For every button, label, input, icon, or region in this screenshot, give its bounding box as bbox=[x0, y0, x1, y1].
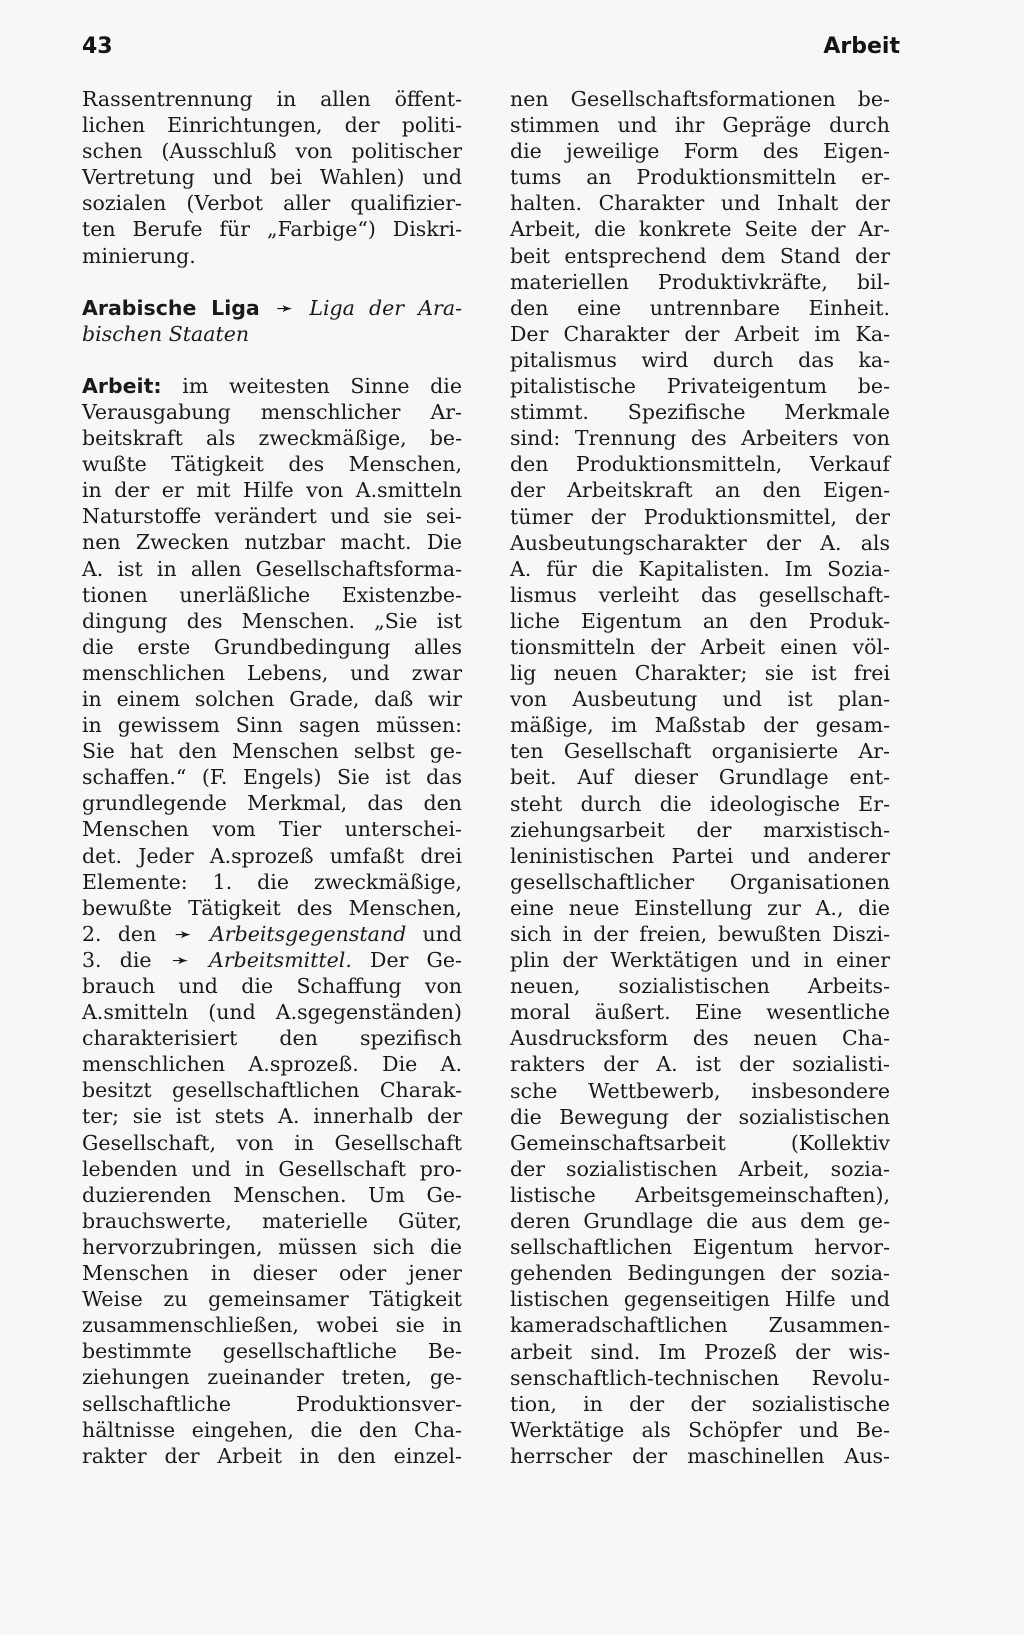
text-line bbox=[82, 582, 462, 608]
line-text: halten. Charakter und Inhalt der bbox=[510, 191, 890, 216]
line-text: Der Charakter der Arbeit im Ka- bbox=[510, 321, 890, 346]
line-text: steht durch die ideologische Er- bbox=[510, 791, 890, 816]
text-line bbox=[82, 1234, 462, 1260]
text-line bbox=[82, 295, 462, 321]
text-line bbox=[510, 216, 890, 242]
line-text: Sie hat den Menschen selbst ge- bbox=[82, 739, 462, 764]
text-line bbox=[82, 164, 462, 190]
line-text: Weise zu gemeinsamer Tätigkeit bbox=[82, 1287, 462, 1312]
text-line bbox=[82, 790, 462, 816]
line-text: ten Berufe für „Farbige“) Diskri- bbox=[82, 217, 462, 242]
text-line bbox=[510, 1365, 890, 1391]
text-line bbox=[510, 1286, 890, 1312]
text-line bbox=[510, 817, 890, 843]
line-text: sche Wettbewerb, insbesondere bbox=[510, 1078, 890, 1103]
line-text: ten Gesellschaft organisierte Ar- bbox=[510, 739, 890, 764]
line-text: von Ausbeutung und ist plan- bbox=[510, 687, 890, 712]
line-text: lismus verleiht das gesellschaft- bbox=[510, 582, 890, 607]
line-text: tionen unerläßliche Existenzbe- bbox=[82, 582, 462, 607]
text-line bbox=[510, 477, 890, 503]
line-text: in gewissem Sinn sagen müssen: bbox=[82, 713, 462, 738]
line-text: die Bewegung der sozialistischen bbox=[510, 1104, 890, 1129]
text-line bbox=[82, 1391, 462, 1417]
text-line bbox=[82, 1443, 462, 1469]
cross-reference-arrow-icon: ➛ bbox=[171, 947, 189, 972]
line-text: A.smitteln (und A.sgegenständen) bbox=[82, 1000, 462, 1025]
text-line bbox=[510, 999, 890, 1025]
line-text: plin der Werktätigen und in einer bbox=[510, 948, 890, 973]
text-line bbox=[82, 764, 462, 790]
line-text: 3. die bbox=[82, 947, 152, 972]
line-text: tums an Produktionsmitteln er- bbox=[510, 165, 890, 190]
line-text: listischen gegenseitigen Hilfe und bbox=[510, 1287, 890, 1312]
headword: Arabische Liga bbox=[82, 295, 260, 320]
text-line bbox=[82, 921, 462, 947]
line-text: deren Grundlage die aus dem ge- bbox=[510, 1209, 890, 1234]
line-text: Rassentrennung in allen öffent- bbox=[82, 87, 462, 111]
line-text: beitskraft als zweckmäßige, be- bbox=[82, 426, 462, 451]
text-line bbox=[510, 269, 890, 295]
line-text: arbeit sind. Im Prozeß der wis- bbox=[510, 1339, 890, 1364]
text-line bbox=[510, 112, 890, 138]
text-line bbox=[82, 1103, 462, 1129]
text-line bbox=[510, 1156, 890, 1182]
line-text: tümer der Produktionsmittel, der bbox=[510, 504, 890, 529]
text-line bbox=[510, 895, 890, 921]
line-text: lig neuen Charakter; sie ist frei bbox=[510, 661, 890, 686]
line-text: listische Arbeitsgemeinschaften), bbox=[510, 1182, 890, 1207]
line-text: besitzt gesellschaftlichen Charak- bbox=[82, 1078, 462, 1103]
line-text: ziehungsarbeit der marxistisch- bbox=[510, 817, 890, 842]
line-text: hervorzubringen, müssen sich die bbox=[82, 1234, 462, 1259]
text-line bbox=[510, 295, 890, 321]
text-line bbox=[82, 869, 462, 895]
text-line bbox=[82, 712, 462, 738]
line-text: senschaftlich-technischen Revolu- bbox=[510, 1365, 890, 1390]
line-text: schaffen.“ (F. Engels) Sie ist das bbox=[82, 765, 462, 790]
line-text: ter; sie ist stets A. innerhalb der bbox=[82, 1104, 462, 1129]
text-line bbox=[510, 1391, 890, 1417]
line-text: der Arbeitskraft an den Eigen- bbox=[510, 478, 890, 503]
text-line bbox=[82, 843, 462, 869]
line-text: Menschen in dieser oder jener bbox=[82, 1261, 462, 1286]
line-text: rakter der Arbeit in den einzel- bbox=[82, 1443, 462, 1468]
text-line bbox=[510, 869, 890, 895]
line-text: Verausgabung menschlicher Ar- bbox=[82, 399, 462, 424]
text-line bbox=[510, 738, 890, 764]
line-text: Arbeit, die konkrete Seite der Ar- bbox=[510, 217, 890, 242]
paragraph-gap bbox=[82, 269, 462, 295]
page-number: 43 bbox=[82, 34, 113, 59]
line-text: 2. den bbox=[82, 921, 157, 946]
cross-reference-arrow-icon: ➛ bbox=[275, 295, 294, 320]
line-text: grundlegende Merkmal, das den bbox=[82, 791, 462, 816]
text-line bbox=[82, 451, 462, 477]
line-text: sind: Trennung des Arbeiters von bbox=[510, 426, 890, 451]
text-line bbox=[510, 947, 890, 973]
text-line bbox=[82, 1182, 462, 1208]
line-text: menschlichen Lebens, und zwar bbox=[82, 660, 462, 685]
text-line bbox=[510, 1417, 890, 1443]
text-line bbox=[510, 1078, 890, 1104]
text-line bbox=[82, 816, 462, 842]
line-text: im weitesten Sinne die bbox=[161, 373, 462, 398]
text-line bbox=[510, 347, 890, 373]
line-text: mäßige, im Maßstab der gesam- bbox=[510, 713, 890, 738]
text-line bbox=[510, 843, 890, 869]
text-line bbox=[82, 634, 462, 660]
text-line bbox=[510, 1104, 890, 1130]
line-text: minierung. bbox=[82, 243, 196, 268]
line-text: ziehungen zueinander treten, ge- bbox=[82, 1365, 462, 1390]
line-text: lebenden und in Gesellschaft pro- bbox=[82, 1156, 462, 1181]
text-line bbox=[82, 556, 462, 582]
line-text: in der er mit Hilfe von A.smitteln bbox=[82, 478, 462, 503]
line-text: dingung des Menschen. „Sie ist bbox=[82, 608, 462, 633]
text-line bbox=[82, 738, 462, 764]
text-line bbox=[510, 582, 890, 608]
line-text: Vertretung und bei Wahlen) und bbox=[82, 165, 462, 190]
line-text: eine neue Einstellung zur A., die bbox=[510, 895, 890, 920]
text-line bbox=[510, 1182, 890, 1208]
line-text: sozialen (Verbot aller qualifizier- bbox=[82, 191, 462, 216]
line-text: neuen, sozialistischen Arbeits- bbox=[510, 974, 890, 999]
text-line bbox=[510, 1260, 890, 1286]
text-line bbox=[82, 503, 462, 529]
line-text: in einem solchen Grade, daß wir bbox=[82, 686, 462, 711]
line-text: stimmen und ihr Gepräge durch bbox=[510, 113, 890, 138]
line-text: herrscher der maschinellen Aus- bbox=[510, 1443, 890, 1468]
paragraph-gap bbox=[82, 347, 462, 373]
line-text: moral äußert. Eine wesentliche bbox=[510, 1000, 890, 1025]
line-text: stimmt. Spezifische Merkmale bbox=[510, 400, 890, 425]
text-line bbox=[82, 243, 462, 269]
text-line bbox=[82, 477, 462, 503]
line-text: Der Ge- bbox=[351, 947, 462, 972]
text-line bbox=[82, 999, 462, 1025]
line-text: den eine untrennbare Einheit. bbox=[510, 295, 890, 320]
text-line bbox=[82, 321, 462, 347]
text-line bbox=[510, 608, 890, 634]
text-line bbox=[510, 1443, 890, 1469]
line-text: und bbox=[406, 921, 462, 946]
line-text: wußte Tätigkeit des Menschen, bbox=[82, 452, 462, 477]
text-line bbox=[82, 425, 462, 451]
line-text: beit entsprechend dem Stand der bbox=[510, 243, 890, 268]
text-line bbox=[510, 1025, 890, 1051]
line-text: materiellen Produktivkräfte, bil- bbox=[510, 269, 890, 294]
right-column bbox=[510, 86, 890, 1469]
line-text: die erste Grundbedingung alles bbox=[82, 634, 462, 659]
line-text: det. Jeder A.sprozeß umfaßt drei bbox=[82, 843, 462, 868]
line-text: Werktätige als Schöpfer und Be- bbox=[510, 1417, 890, 1442]
left-column bbox=[82, 86, 462, 1469]
line-text: lichen Einrichtungen, der politi- bbox=[82, 113, 462, 138]
line-text: A. für die Kapitalisten. Im Sozia- bbox=[510, 556, 890, 581]
line-text: nen Gesellschaftsformationen be- bbox=[510, 87, 890, 111]
text-line bbox=[82, 138, 462, 164]
text-line bbox=[82, 399, 462, 425]
text-line bbox=[510, 1234, 890, 1260]
line-text: pitalismus wird durch das ka- bbox=[510, 347, 890, 372]
text-line bbox=[82, 1364, 462, 1390]
text-line bbox=[510, 1339, 890, 1365]
text-line bbox=[510, 504, 890, 530]
line-text: A. ist in allen Gesellschaftsforma- bbox=[82, 556, 462, 581]
text-line bbox=[82, 1312, 462, 1338]
line-text: menschlichen A.sprozeß. Die A. bbox=[82, 1052, 462, 1077]
line-text: Elemente: 1. die zweckmäßige, bbox=[82, 869, 462, 894]
line-text: pitalistische Privateigentum be- bbox=[510, 374, 890, 399]
cross-reference: bischen Staaten bbox=[82, 321, 250, 346]
text-line bbox=[82, 1051, 462, 1077]
text-line bbox=[82, 1417, 462, 1443]
text-line bbox=[510, 164, 890, 190]
text-line bbox=[82, 660, 462, 686]
text-line bbox=[510, 1208, 890, 1234]
line-text: hältnisse eingehen, die den Cha- bbox=[82, 1417, 462, 1442]
text-line bbox=[510, 425, 890, 451]
text-line bbox=[510, 1051, 890, 1077]
line-text: leninistischen Partei und anderer bbox=[510, 843, 890, 868]
text-line bbox=[510, 791, 890, 817]
text-line bbox=[510, 399, 890, 425]
line-text: brauch und die Schaffung von bbox=[82, 974, 462, 998]
text-line bbox=[510, 1130, 890, 1156]
text-line bbox=[82, 1208, 462, 1234]
text-line bbox=[510, 86, 890, 112]
text-line bbox=[510, 190, 890, 216]
line-text: schen (Ausschluß von politischer bbox=[82, 139, 462, 164]
line-text: gehenden Bedingungen der sozia- bbox=[510, 1261, 890, 1286]
cross-reference: Liga der Ara- bbox=[309, 295, 462, 320]
text-line bbox=[510, 973, 890, 999]
text-line bbox=[82, 112, 462, 138]
text-line bbox=[510, 556, 890, 582]
text-line bbox=[82, 1260, 462, 1286]
text-line bbox=[510, 712, 890, 738]
text-line bbox=[510, 686, 890, 712]
line-text: Menschen vom Tier unterschei- bbox=[82, 817, 462, 842]
text-line bbox=[510, 530, 890, 556]
text-line bbox=[510, 451, 890, 477]
line-text: beit. Auf dieser Grundlage ent- bbox=[510, 765, 890, 790]
text-line bbox=[82, 1338, 462, 1364]
line-text: brauchswerte, materielle Güter, bbox=[82, 1208, 462, 1233]
text-line bbox=[82, 1130, 462, 1156]
text-line bbox=[510, 764, 890, 790]
text-line bbox=[82, 190, 462, 216]
line-text: bestimmte gesellschaftliche Be- bbox=[82, 1339, 462, 1364]
cross-reference: Arbeitsgegenstand bbox=[210, 921, 407, 946]
text-line bbox=[510, 321, 890, 347]
cross-reference-arrow-icon: ➛ bbox=[174, 921, 192, 946]
text-line bbox=[82, 86, 462, 112]
text-line bbox=[82, 895, 462, 921]
line-text: die jeweilige Form des Eigen- bbox=[510, 139, 890, 164]
text-line bbox=[510, 660, 890, 686]
line-text: Naturstoffe verändert und sie sei- bbox=[82, 504, 462, 529]
line-text: kameradschaftlichen Zusammen- bbox=[510, 1313, 890, 1338]
cross-reference: Arbeitsmittel. bbox=[209, 947, 352, 972]
line-text: gesellschaftlicher Organisationen bbox=[510, 869, 890, 894]
line-text: sellschaftliche Produktionsver- bbox=[82, 1391, 462, 1416]
line-text: liche Eigentum an den Produk- bbox=[510, 608, 890, 633]
text-line bbox=[510, 1312, 890, 1338]
text-line bbox=[82, 1156, 462, 1182]
line-text: Ausbeutungscharakter der A. als bbox=[510, 530, 890, 555]
text-line bbox=[82, 1286, 462, 1312]
line-text: charakterisiert den spezifisch bbox=[82, 1026, 462, 1051]
line-text: duzierenden Menschen. Um Ge- bbox=[82, 1182, 462, 1207]
line-text: Gesellschaft, von in Gesellschaft bbox=[82, 1130, 462, 1155]
text-line bbox=[82, 1025, 462, 1051]
text-line bbox=[510, 138, 890, 164]
line-text: sellschaftlichen Eigentum hervor- bbox=[510, 1235, 890, 1260]
text-line bbox=[82, 973, 462, 999]
text-line bbox=[510, 634, 890, 660]
line-text: Ausdrucksform des neuen Cha- bbox=[510, 1026, 890, 1051]
line-text: sich in der freien, bewußten Diszi- bbox=[510, 922, 890, 946]
text-line bbox=[82, 686, 462, 712]
running-head: Arbeit bbox=[823, 34, 900, 59]
line-text: den Produktionsmitteln, Verkauf bbox=[510, 452, 890, 477]
line-text: zusammenschließen, wobei sie in bbox=[82, 1313, 462, 1338]
line-text: bewußte Tätigkeit des Menschen, bbox=[82, 895, 462, 920]
line-text: nen Zwecken nutzbar macht. Die bbox=[82, 530, 462, 555]
line-text: tion, in der der sozialistische bbox=[510, 1391, 890, 1416]
line-text: Gemeinschaftsarbeit (Kollektiv bbox=[510, 1130, 890, 1155]
text-line bbox=[82, 947, 462, 973]
text-line bbox=[510, 373, 890, 399]
text-line bbox=[510, 921, 890, 947]
line-text: rakters der A. ist der sozialisti- bbox=[510, 1052, 890, 1077]
text-line bbox=[82, 1077, 462, 1103]
line-text: tionsmitteln der Arbeit einen völ- bbox=[510, 634, 890, 659]
headword: Arbeit: bbox=[82, 373, 162, 398]
text-line bbox=[82, 608, 462, 634]
text-line bbox=[82, 529, 462, 555]
line-text: der sozialistischen Arbeit, sozia- bbox=[510, 1156, 890, 1181]
text-line bbox=[82, 373, 462, 399]
text-line bbox=[82, 216, 462, 242]
text-line bbox=[510, 243, 890, 269]
